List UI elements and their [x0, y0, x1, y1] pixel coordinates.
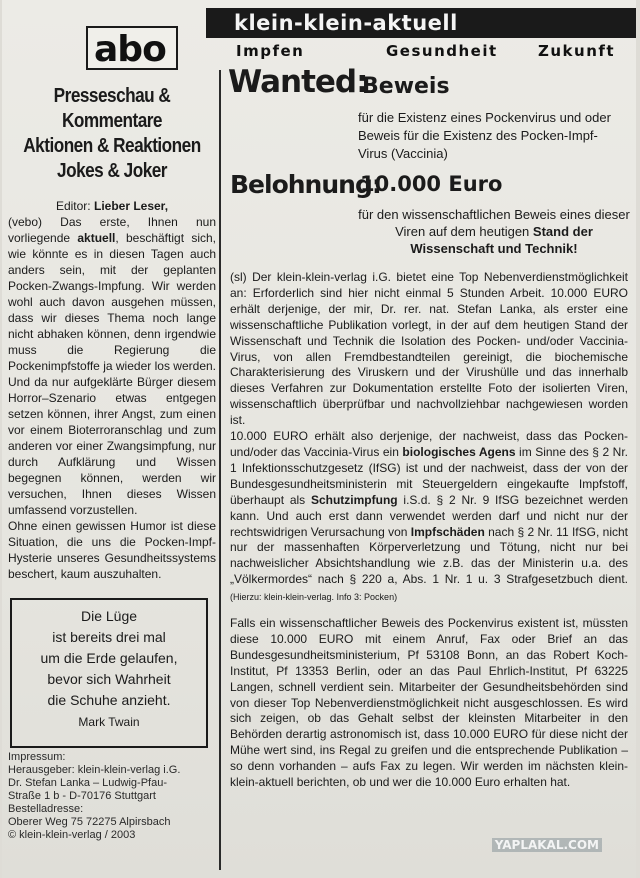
editorial-bold: aktuell: [77, 231, 116, 245]
editorial-text: [8, 214, 216, 518]
impressum-line: Straße 1 b - D-70176 Stuttgart: [8, 790, 156, 802]
quote-text: [12, 606, 206, 711]
paragraph-1: (sl) Der klein-klein-verlag i.G. bietet eine Top Nebenverdienstmöglichkeit an: Erforderlich sind hier nicht einmal 5 Stunden Arbeit. 10.000 EURO erhält derjenige, der mir, Dr. rer. nat. Stefan Lanka, als erster eine wissenschaftliche Publikation vorlegt, in der auf dem heutigen Stand der Wissenschaft und Technik die Isolation des Pocken- und/oder Vaccinia-Virus, von allen Fremdbestandteilen gereinigt, die biochemische Charakterisierung des Viruskern und der Virushülle und das innerhalb dieses Verfahren zur Dokumentation erstellte Foto der isolierten Viren, wissenschaftlich überprüfbar und nachvollziehbar nachgewiesen worden ist.: [230, 270, 628, 428]
newspaper-page: [2, 0, 636, 878]
p2-bold-agens: biologisches Agens: [402, 444, 516, 459]
masthead: [86, 6, 636, 70]
impressum-line: © klein-klein-verlag / 2003: [8, 829, 136, 841]
quote-line: um die Erde gelaufen,: [40, 650, 178, 666]
watermark: YAPLAKAL.COM: [492, 838, 602, 852]
headline-line-1: Presseschau & Kommentare: [53, 85, 171, 132]
reward-desc-bold: Stand der Wissenschaft und Technik!: [410, 224, 593, 256]
masthead-subtitle-zukunft: Zukunft: [538, 42, 616, 60]
editorial-part-1: (vebo) Das erste, Ihnen nun vorliegende: [8, 215, 216, 245]
column-divider: [219, 70, 221, 870]
left-headline: [9, 84, 215, 184]
left-column: [8, 84, 216, 582]
p2-bold-schutzimpfung: Schutzimpfung: [310, 492, 398, 507]
quote-author: Mark Twain: [78, 715, 140, 729]
wanted-description: für die Existenz eines Pockenvirus und oder Beweis für die Existenz des Pocken-Impf-Virus (Vaccinia): [358, 110, 611, 161]
reward-desc-text: für den wissenschaftlichen Beweis eines dieser Viren auf dem heutigen: [358, 207, 630, 239]
impressum-line: Bestelladresse:: [8, 803, 84, 815]
paragraph-3: Falls ein wissenschaftlicher Beweis des Pockenvirus existent ist, müssten diese 10.000 EURO mit einem Anruf, Fax oder Brief an das Bundesgesundheitsministerium, Pf 53108 Bonn, an das Robert Koch-Institut, Pf 13353 Berlin, oder an das Paul Ehrlich-Institut, Pf 63225 Langen, schnell verdient sein. Mitarbeiter der Gesundheitsbehörden sind von dieser Top Nebenverdienstmöglichkeit nicht ausgeschlossen. Es wird sich zeigen, ob das Gehalt selbst der kleinsten Mitarbeiter in den Behörden derartig astronomisch ist, dass 10.000 EURO für diese nicht der Mühe wert sind, ins Regal zu greifen und die entsprechende Publikation – so denn vorhanden – aufs Fax zu legen. Wir werden im nächsten klein-klein-aktuell berichten, ob und wer die 10.000 Euro erhalten hat.: [230, 616, 628, 790]
beweis-heading: Beweis: [362, 74, 450, 99]
impressum-line: Oberer Weg 75 72275 Alpirsbach: [8, 816, 171, 828]
p2-bold-impfschaeden: Impfschäden: [410, 524, 485, 539]
impressum-line: Dr. Stefan Lanka – Ludwig-Pfau-: [8, 777, 167, 789]
p2-part-c: im Sinne des § 2 Nr. 1 Infektionsschutzgesetz (IfSG) ist und der nachweist, dass der von der Bundesgesundheitsministerin mit Steuergeldern eingekaufte Impfstoff, überhaupt als: [230, 444, 629, 507]
wanted-heading: Wanted:: [228, 64, 368, 100]
editor-label-line: [8, 198, 216, 214]
editor-greeting: Lieber Leser,: [93, 199, 169, 213]
paragraph-2: [230, 429, 628, 606]
masthead-subtitle-gesundheit: Gesundheit: [386, 42, 498, 60]
quote-line: ist bereits drei mal: [52, 629, 166, 645]
p2-part-a: 10.000 EURO erhält also derjenige, der nachweist, dass das Pocken- und/oder das Vaccinia-Virus ein: [230, 429, 628, 459]
headline-line-2: Aktionen & Reaktionen: [23, 135, 201, 157]
reward-amount: 10.000 Euro: [360, 172, 503, 196]
p2-reference: (Hierzu: klein-klein-verlag. Info 3: Pocken): [230, 592, 398, 603]
masthead-title: klein-klein-aktuell: [234, 11, 458, 35]
headline-line-3: Jokes & Joker: [57, 160, 167, 182]
quote-box: [10, 598, 208, 748]
editorial-part-2: , beschäftigt sich, wie könnte es in diesen Tagen auch anders sein, mit der geplanten Pocken-Zwangs-Impfung. Wir werden wohl auch davon ausgehen müssen, dass wir dieses Thema noch lange nicht abhaken können, denn irgendwie muss die Regierung die Pockenimpfstoffe ja wieder los werden. Und da nur aufgeklärte Bürger diesem Horror–Szenario etwas entgegen setzen können, ihrer Angst, zum einen vor einem Bioterroranschlag und zum anderen vor einer Zwangsimpfung, nur durch Aufklärung und Wissen begegnen können, werden wir versuchen, Ihnen dieses Wissen umfassend vorzustellen.: [8, 231, 216, 517]
quote-line: bevor sich Wahrheit: [47, 671, 171, 687]
belohnung-heading: Belohnung:: [230, 170, 381, 199]
p2-part-d: i.S.d. § 2 Nr. 9 IfSG bezeichnet werden kann. Und auch erst dann verwendet werden darf und nicht nur der rechtswidrigen Verursachung von: [230, 492, 629, 539]
impressum-line: Impressum:: [8, 751, 66, 763]
abo-logo: abo: [94, 29, 166, 70]
editorial-closing: Ohne einen gewissen Humor ist diese Situation, die uns die Pocken-Impf-Hysterie unseres Gesundheitssystems beschert, kaum auszuhalten.: [8, 519, 216, 581]
quote-line: die Schuhe anzieht.: [47, 692, 171, 708]
quote-line: Die Lüge: [80, 608, 138, 624]
impressum-line: Herausgeber: klein-klein-verlag i.G.: [8, 764, 181, 776]
p2-part-e: nach § 2 Nr. 11 IfSG, nicht nur der massenhaften Körperverletzung und Tötung, nicht nur bei nachweislicher Absichtshandlung wie z.B. das der Ministerin u.a. des „Völkermordes“ nach § 220 a, Abs. 1 Nr. 1 u. 3 Strafgesetzbuch dient.: [230, 524, 628, 587]
editor-label: Editor:: [55, 199, 91, 213]
article-body: [230, 270, 628, 791]
reward-description: [354, 206, 634, 257]
masthead-subtitle-impfen: Impfen: [236, 42, 305, 60]
editorial: [8, 198, 216, 582]
impressum: [8, 751, 218, 842]
